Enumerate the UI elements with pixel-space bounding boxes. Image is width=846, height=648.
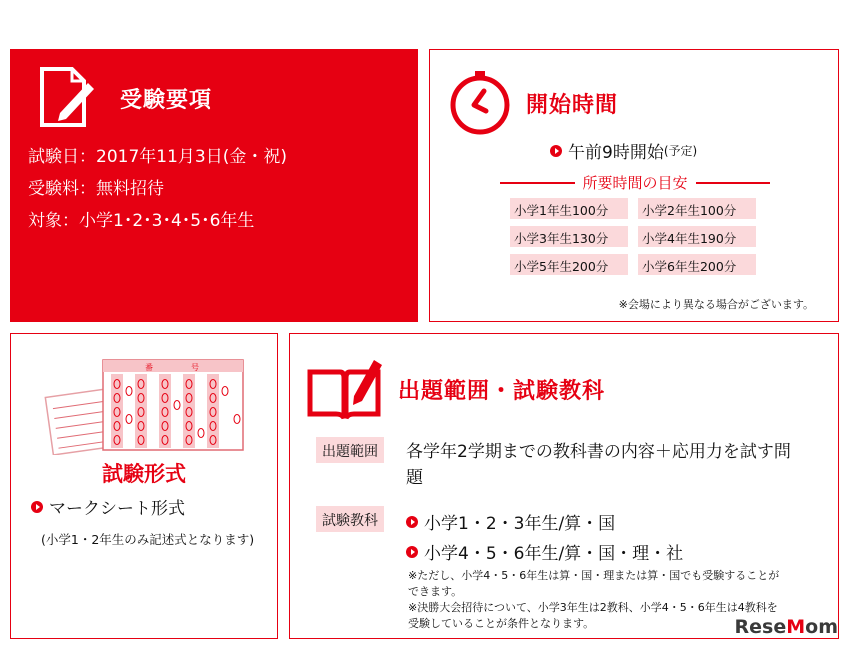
duration-heading-text: 所要時間の目安 (582, 174, 688, 192)
duration-chip: 小学3年生130分 (510, 226, 628, 247)
exam-scope-title: 出題範囲・試験教科 (398, 379, 606, 404)
duration-heading (500, 172, 770, 193)
exam-fee: 受験料：無料招待 (28, 179, 164, 199)
logo-text: Rese (734, 616, 787, 638)
start-time-panel (429, 49, 839, 322)
duration-chip: 小学6年生200分 (638, 254, 756, 275)
requirements-panel (10, 49, 418, 322)
exam-scope-panel (289, 333, 839, 639)
logo-text: om (805, 616, 838, 638)
duration-chip: 小学5年生200分 (510, 254, 628, 275)
sheet-label: 号 (191, 363, 199, 372)
mark-sheet-text: マークシート形式 (49, 499, 185, 519)
clock-icon (444, 67, 516, 139)
range-label: 出題範囲 (316, 437, 384, 463)
subject-line (406, 539, 683, 564)
range-text: 各学年2学期までの教科書の内容＋応用力を試す問題 (406, 442, 791, 489)
subject-text: 小学1・2・3年生/算・国 (424, 514, 616, 534)
written-format-note: (小学1・2年生のみ記述式となります) (41, 532, 255, 547)
venue-note: ※会場により異なる場合がございます。 (618, 298, 814, 311)
exam-date: 試験日：2017年11月3日(金・祝) (28, 147, 287, 167)
mark-sheet-line (31, 494, 185, 519)
play-bullet-icon (406, 546, 418, 558)
start-time-title: 開始時間 (526, 93, 619, 118)
duration-chip: 小学2年生100分 (638, 198, 756, 219)
scope-note: ※ただし、小学4・5・6年生は算・国・理または算・国でも受験することができます。 (408, 569, 780, 598)
subject-text: 小学4・5・6年生/算・国・理・社 (424, 544, 684, 564)
document-edit-icon (30, 63, 100, 133)
open-book-pencil-icon (304, 350, 386, 426)
play-bullet-icon (31, 501, 43, 513)
exam-target: 対象：小学1･2･3･4･5･6年生 (28, 211, 255, 231)
play-bullet-icon (550, 145, 562, 157)
requirements-title: 受験要項 (120, 88, 213, 113)
subjects-label: 試験教科 (316, 506, 384, 532)
start-time-text: 午前9時開始 (568, 143, 664, 163)
sheet-label: 番 (145, 363, 153, 372)
logo-text: M (786, 616, 806, 638)
exam-format-title: 試験形式 (102, 462, 186, 486)
duration-chip: 小学4年生190分 (638, 226, 756, 247)
play-bullet-icon (406, 516, 418, 528)
duration-grid (510, 198, 756, 275)
duration-chip: 小学1年生100分 (510, 198, 628, 219)
mark-sheet-illustration (41, 350, 251, 455)
start-time-note: (予定) (663, 144, 698, 158)
start-time-line (550, 138, 697, 163)
subject-line (406, 509, 615, 534)
exam-format-panel (10, 333, 278, 639)
scope-notes (408, 568, 788, 632)
divider (696, 182, 771, 184)
divider (500, 182, 575, 184)
resemom-watermark-logo (735, 616, 839, 638)
scope-note: ※決勝大会招待について、小学3年生は2教科、小学4・5・6年生は4教科を受験していることが条件となります。 (408, 600, 778, 630)
